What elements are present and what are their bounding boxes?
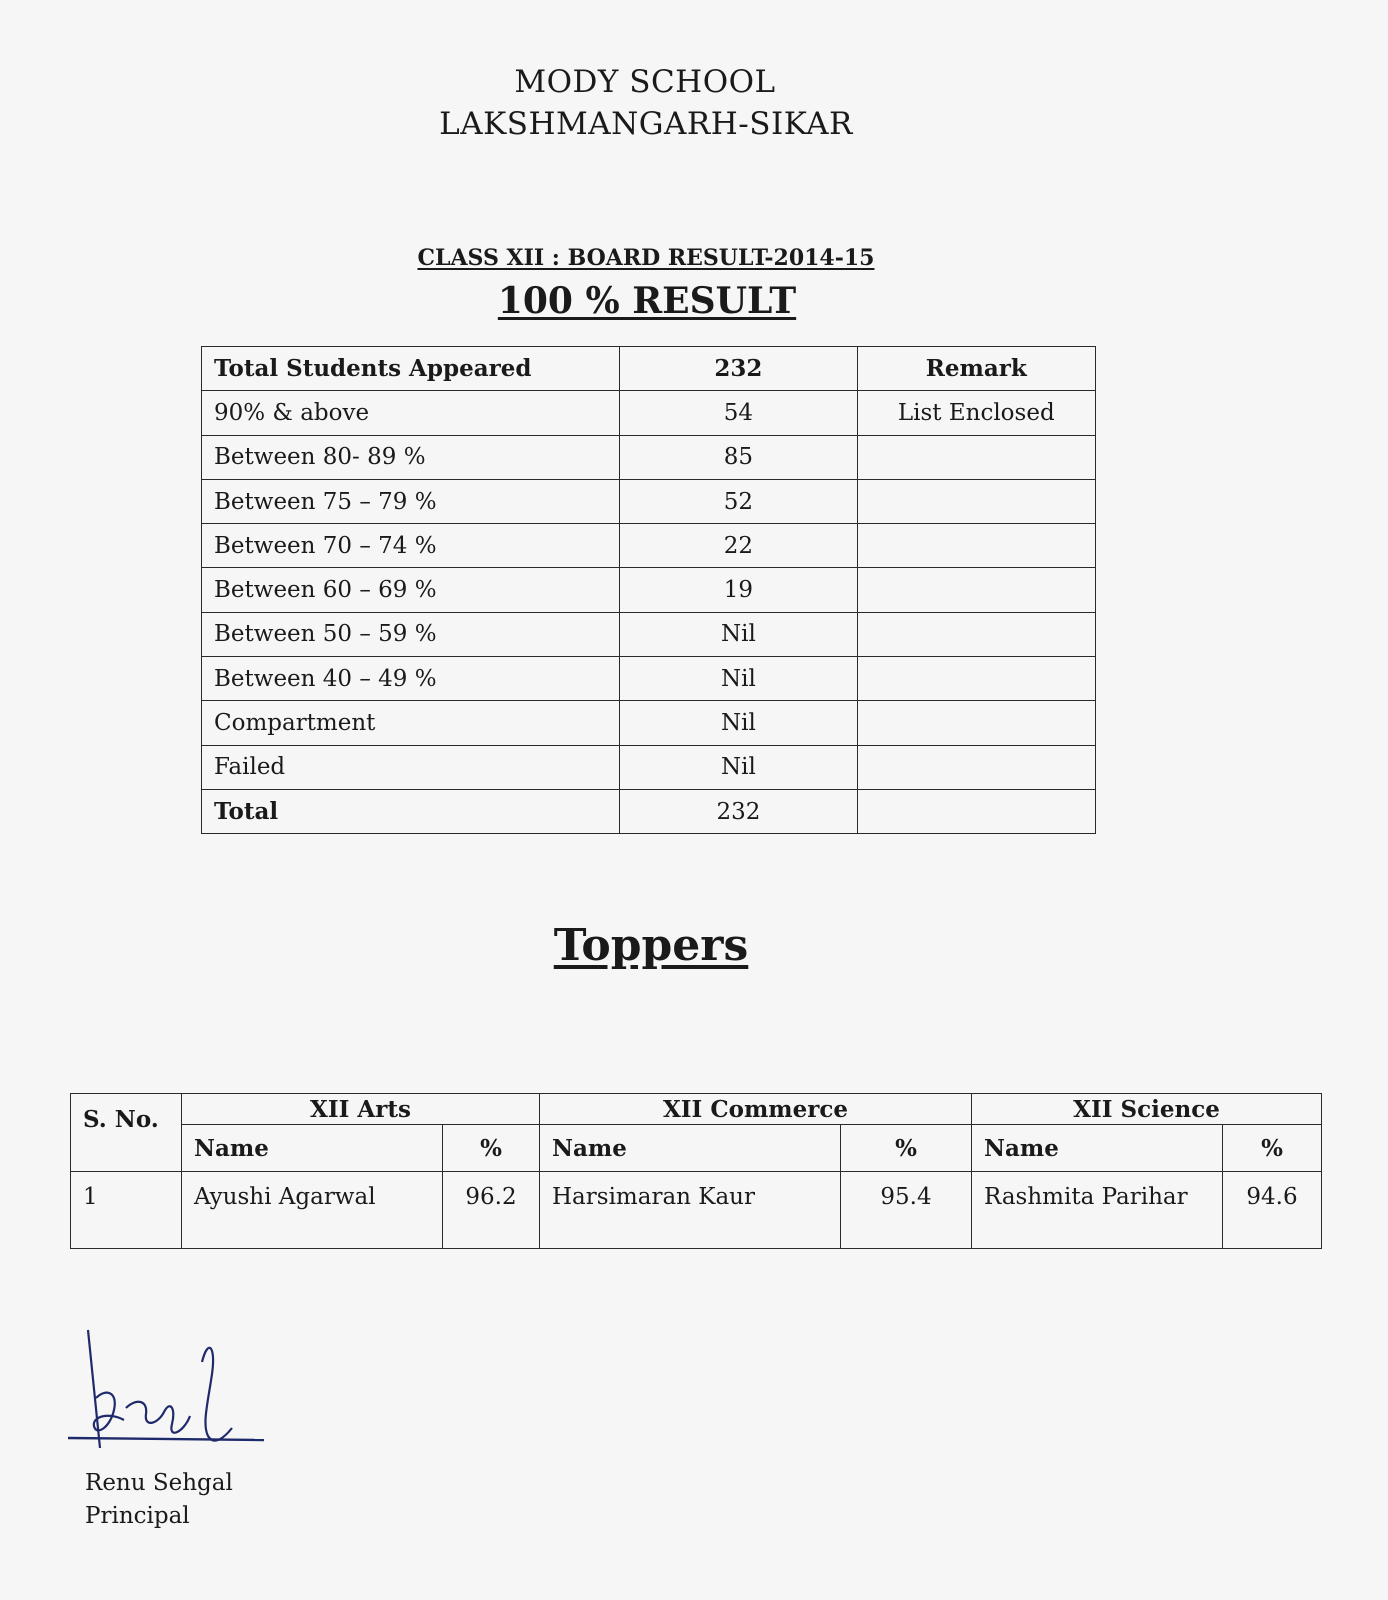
range-label: Between 75 – 79 % [202, 479, 620, 523]
commerce-name-header: Name [540, 1125, 841, 1172]
total-appeared-label: Total Students Appeared [202, 347, 620, 391]
result-percentage-title: 100 % RESULT [497, 280, 797, 322]
commerce-percent-header: % [841, 1125, 972, 1172]
arts-percent-header: % [443, 1125, 540, 1172]
range-remark [857, 479, 1095, 523]
toppers-table [70, 1093, 1322, 1249]
science-group-header: XII Science [972, 1094, 1322, 1125]
school-location: LAKSHMANGARH-SIKAR [439, 106, 853, 142]
remark-header: Remark [857, 347, 1095, 391]
range-label: Compartment [202, 701, 620, 745]
table-row [202, 391, 1096, 435]
range-count: 19 [620, 568, 857, 612]
arts-group-header: XII Arts [182, 1094, 540, 1125]
range-remark [857, 435, 1095, 479]
arts-name-header: Name [182, 1125, 443, 1172]
table-row [202, 568, 1096, 612]
range-remark [857, 612, 1095, 656]
commerce-group-header: XII Commerce [540, 1094, 972, 1125]
commerce-topper-percent: 95.4 [841, 1172, 972, 1249]
range-count: 54 [620, 391, 857, 435]
range-label: Between 70 – 74 % [202, 524, 620, 568]
range-label: 90% & above [202, 391, 620, 435]
table-row [202, 701, 1096, 745]
total-remark [857, 789, 1095, 833]
range-label: Between 60 – 69 % [202, 568, 620, 612]
arts-topper-name: Ayushi Agarwal [182, 1172, 443, 1249]
commerce-topper-name: Harsimaran Kaur [540, 1172, 841, 1249]
range-count: 52 [620, 479, 857, 523]
serial-number-header: S. No. [71, 1094, 182, 1172]
serial-number: 1 [71, 1172, 182, 1249]
table-row [71, 1172, 1322, 1249]
group-header-row [71, 1094, 1322, 1125]
range-count: 85 [620, 435, 857, 479]
table-row [202, 612, 1096, 656]
range-remark [857, 524, 1095, 568]
range-label: Between 50 – 59 % [202, 612, 620, 656]
total-label: Total [202, 789, 620, 833]
signatory-title: Principal [85, 1503, 190, 1529]
range-count: Nil [620, 745, 857, 789]
sub-header-row [71, 1125, 1322, 1172]
table-row [202, 657, 1096, 701]
handwritten-signature [66, 1328, 276, 1468]
table-row [202, 479, 1096, 523]
result-distribution-table [201, 346, 1096, 834]
range-remark: List Enclosed [857, 391, 1095, 435]
total-row [202, 789, 1096, 833]
table-header-row [202, 347, 1096, 391]
table-row [202, 524, 1096, 568]
signatory-name: Renu Sehgal [85, 1470, 233, 1496]
class-result-title: CLASS XII : BOARD RESULT-2014-15 [417, 245, 875, 271]
science-name-header: Name [972, 1125, 1223, 1172]
science-percent-header: % [1223, 1125, 1322, 1172]
arts-topper-percent: 96.2 [443, 1172, 540, 1249]
range-count: Nil [620, 657, 857, 701]
science-topper-percent: 94.6 [1223, 1172, 1322, 1249]
range-label: Failed [202, 745, 620, 789]
total-appeared-value: 232 [620, 347, 857, 391]
school-name: MODY SCHOOL [514, 64, 776, 100]
total-value: 232 [620, 789, 857, 833]
science-topper-name: Rashmita Parihar [972, 1172, 1223, 1249]
table-row [202, 435, 1096, 479]
range-remark [857, 701, 1095, 745]
range-count: 22 [620, 524, 857, 568]
table-row [202, 745, 1096, 789]
toppers-title: Toppers [553, 920, 749, 971]
range-label: Between 40 – 49 % [202, 657, 620, 701]
range-count: Nil [620, 612, 857, 656]
range-count: Nil [620, 701, 857, 745]
range-remark [857, 657, 1095, 701]
range-remark [857, 745, 1095, 789]
range-label: Between 80- 89 % [202, 435, 620, 479]
range-remark [857, 568, 1095, 612]
